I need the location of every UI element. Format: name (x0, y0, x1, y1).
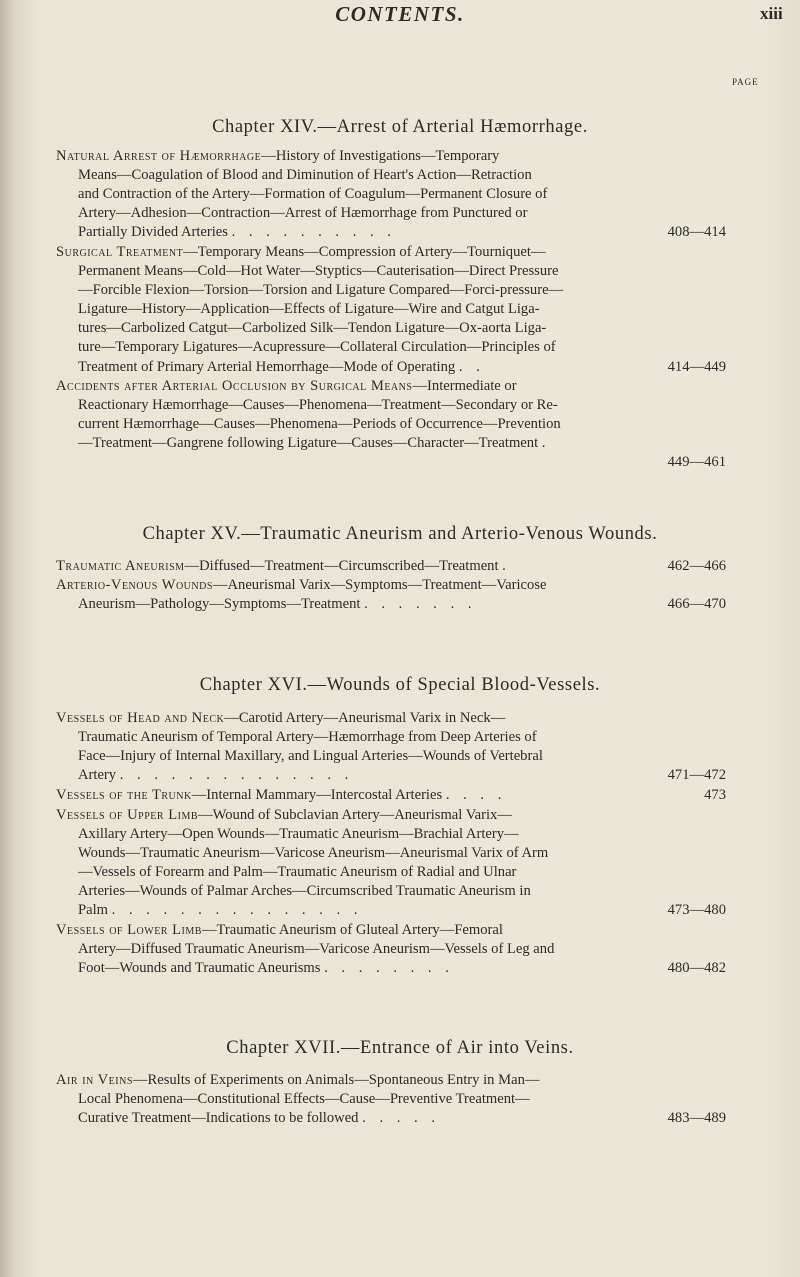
entry-line: Arteries—Wounds of Palmar Arches—Circumscribed Traumatic Aneurism in (78, 883, 531, 900)
chapter-heading: Chapter XVI.—Wounds of Special Blood-Vessels. (199, 675, 601, 695)
entry-line: Wounds—Traumatic Aneurism—Varicose Aneurism—Aneurismal Varix of Arm (78, 845, 549, 862)
entry-pages: 471—472 (667, 767, 726, 784)
entry-line: Palm (78, 902, 108, 919)
entry-line: Means—Coagulation of Blood and Diminution of Heart's Action—Retraction (78, 167, 532, 184)
entry-line: Partially Divided Arteries (78, 224, 228, 241)
entry-lead: Traumatic Aneurism (56, 558, 185, 574)
page-number: xiii (760, 4, 783, 23)
entry-line: Artery—Adhesion—Contraction—Arrest of Hæmorrhage from Punctured or (78, 205, 528, 222)
entry-pages: 462—466 (667, 558, 726, 574)
chapter-heading: Chapter XV.—Traumatic Aneurism and Arterio-Venous Wounds. (142, 524, 658, 544)
entry-lead: Natural Arrest of Hæmorrhage (56, 148, 262, 164)
toc-entry: Air in Veins—Results of Experiments on Animals—Spontaneous Entry in Man— Local Phenomena—Constitutional Effects—Cause—Preventive Treatment— Curative Treatment—Indications to be followed . . . . . 483—489 (56, 1071, 736, 1128)
entry-pages: 408—414 (667, 224, 726, 241)
toc-entry (56, 557, 736, 576)
entry-lead: Vessels of Head and Neck (56, 710, 225, 726)
entry-line: and Contraction of the Artery—Formation of Coagulum—Permanent Closure of (78, 186, 548, 203)
entry-line: Foot—Wounds and Traumatic Aneurisms (78, 960, 321, 977)
entry-line: Treatment of Primary Arterial Hemorrhage—Mode of Operating (78, 358, 456, 375)
entry-pages: 473 (704, 787, 726, 803)
entry-lead: Vessels of Lower Limb (56, 922, 202, 938)
entry-pages: 449—461 (667, 454, 726, 471)
entry-pages: 466—470 (667, 596, 726, 613)
entry-line: —Temporary Means—Compression of Artery—Tourniquet— (183, 244, 546, 260)
entry-lead: Arterio-Venous Wounds (56, 577, 213, 593)
entry-line: —Intermediate or (412, 378, 517, 394)
entry-line: Artery (78, 767, 117, 784)
entry-line: Artery—Diffused Traumatic Aneurism—Varicose Aneurism—Vessels of Leg and (78, 941, 555, 958)
entry-line: Aneurism—Pathology—Symptoms—Treatment (78, 596, 361, 613)
entry-line: Reactionary Hæmorrhage—Causes—Phenomena—Treatment—Secondary or Re- (78, 397, 558, 414)
toc-entry: Surgical Treatment—Temporary Means—Compression of Artery—Tourniquet— Permanent Means—Cold—Hot Water—Styptics—Cauterisation—Direct Pressure —Forcible Flexion—Torsion—Torsion and Ligature Compared—Forci-pressure— Ligature—History—Application—Effects of Ligature—Wire and Catgut Liga- tures—Carbolized Catgut—Carbolized Silk—Tendon Ligature—Ox-aorta Liga- ture—Temporary Ligatures—Acupressure—Collateral Circulation—Principles of Treatment of Primary Arterial Hemorrhage—Mode of Operating . . 414—449 (56, 243, 736, 377)
entry-line: —Vessels of Forearm and Palm—Traumatic Aneurism of Radial and Ulnar (78, 864, 517, 881)
entry-line: Permanent Means—Cold—Hot Water—Styptics—Cauterisation—Direct Pressure (78, 263, 559, 280)
entry-line: —Treatment—Gangrene following Ligature—Causes—Character—Treatment . (78, 435, 546, 452)
toc-entry: Vessels of the Trunk—Internal Mammary—Intercostal Arteries . . . . 473 (56, 786, 736, 805)
entry-lead: Vessels of the Trunk (56, 787, 192, 803)
entry-line: Axillary Artery—Open Wounds—Traumatic Aneurism—Brachial Artery— (78, 826, 519, 843)
entry-line: Face—Injury of Internal Maxillary, and Lingual Arteries—Wounds of Vertebral (78, 748, 543, 765)
entry-line: Local Phenomena—Constitutional Effects—Cause—Preventive Treatment— (78, 1091, 530, 1108)
entry-line: ture—Temporary Ligatures—Acupressure—Collateral Circulation—Principles of (78, 339, 556, 356)
toc-entry (56, 377, 736, 472)
entry-pages: 414—449 (667, 358, 726, 375)
toc-entry: Vessels of Upper Limb—Wound of Subclavian Artery—Aneurismal Varix— Axillary Artery—Open Wounds—Traumatic Aneurism—Brachial Artery— Wounds—Traumatic Aneurism—Varicose Aneurism—Aneurismal Varix of Arm —Vessels of Forearm and Palm—Traumatic Aneurism of Radial and Ulnar Arteries—Wounds of Palmar Arches—Circumscribed Traumatic Aneurism in Palm . . . . . . . . . . . . . . . 473—480 (56, 806, 736, 921)
entry-line: —Diffused—Treatment—Circumscribed—Treatment . (184, 558, 506, 574)
chapter-heading: Chapter XVII.—Entrance of Air into Veins. (226, 1038, 574, 1058)
toc-entry: Vessels of Lower Limb—Traumatic Aneurism of Gluteal Artery—Femoral Artery—Diffused Traumatic Aneurism—Varicose Aneurism—Vessels of Leg and Foot—Wounds and Traumatic Aneurisms . . . . . . . . 480—482 (56, 921, 736, 978)
page-column-label: PAGE (732, 77, 759, 87)
entry-line: —History of Investigations—Temporary (261, 148, 500, 164)
entry-line: —Forcible Flexion—Torsion—Torsion and Ligature Compared—Forci-pressure— (78, 282, 564, 299)
entry-line: tures—Carbolized Catgut—Carbolized Silk—Tendon Ligature—Ox-aorta Liga- (78, 320, 547, 337)
entry-pages: 483—489 (667, 1110, 726, 1127)
entry-pages: 480—482 (667, 960, 726, 977)
toc-entry: Natural Arrest of Hæmorrhage—History of Investigations—Temporary Means—Coagulation of Blood and Diminution of Heart's Action—Retraction and Contraction of the Artery—Formation of Coagulum—Permanent Closure of Artery—Adhesion—Contraction—Arrest of Hæmorrhage from Punctured or Partially Divided Arteries . . . . . . . . . . 408—414 (56, 147, 736, 242)
entry-lead: Air in Veins (56, 1072, 133, 1088)
chapter-heading: Chapter XIV.—Arrest of Arterial Hæmorrhage. (212, 117, 588, 137)
toc-entry: Vessels of Head and Neck—Carotid Artery—Aneurismal Varix in Neck— Traumatic Aneurism of Temporal Artery—Hæmorrhage from Deep Arteries of Face—Injury of Internal Maxillary, and Lingual Arteries—Wounds of Vertebral Artery . . . . . . . . . . . . . . 471—472 (56, 709, 736, 785)
entry-line: —Aneurismal Varix—Symptoms—Treatment—Varicose (212, 577, 547, 593)
entry-line: —Traumatic Aneurism of Gluteal Artery—Femoral (201, 922, 503, 938)
entry-line: —Results of Experiments on Animals—Spontaneous Entry in Man— (132, 1072, 540, 1088)
entry-lead: Surgical Treatment (56, 244, 184, 260)
running-title: CONTENTS. (335, 2, 465, 26)
entry-line: Ligature—History—Application—Effects of Ligature—Wire and Catgut Liga- (78, 301, 540, 318)
entry-pages: 473—480 (667, 902, 726, 919)
entry-line: —Internal Mammary—Intercostal Arteries (191, 787, 443, 803)
entry-line: —Carotid Artery—Aneurismal Varix in Neck— (224, 710, 506, 726)
entry-lead: Accidents after Arterial Occlusion by Surgical Means (56, 378, 413, 394)
entry-lead: Vessels of Upper Limb (56, 807, 199, 823)
entry-line: Curative Treatment—Indications to be followed (78, 1110, 359, 1127)
entry-line: —Wound of Subclavian Artery—Aneurismal Varix— (198, 807, 512, 823)
entry-line: current Hæmorrhage—Causes—Phenomena—Periods of Occurrence—Prevention (78, 416, 561, 433)
toc-entry: Arterio-Venous Wounds—Aneurismal Varix—Symptoms—Treatment—Varicose Aneurism—Pathology—Symptoms—Treatment . . . . . . . 466—470 (56, 576, 736, 614)
entry-line: Traumatic Aneurism of Temporal Artery—Hæmorrhage from Deep Arteries of (78, 729, 537, 746)
